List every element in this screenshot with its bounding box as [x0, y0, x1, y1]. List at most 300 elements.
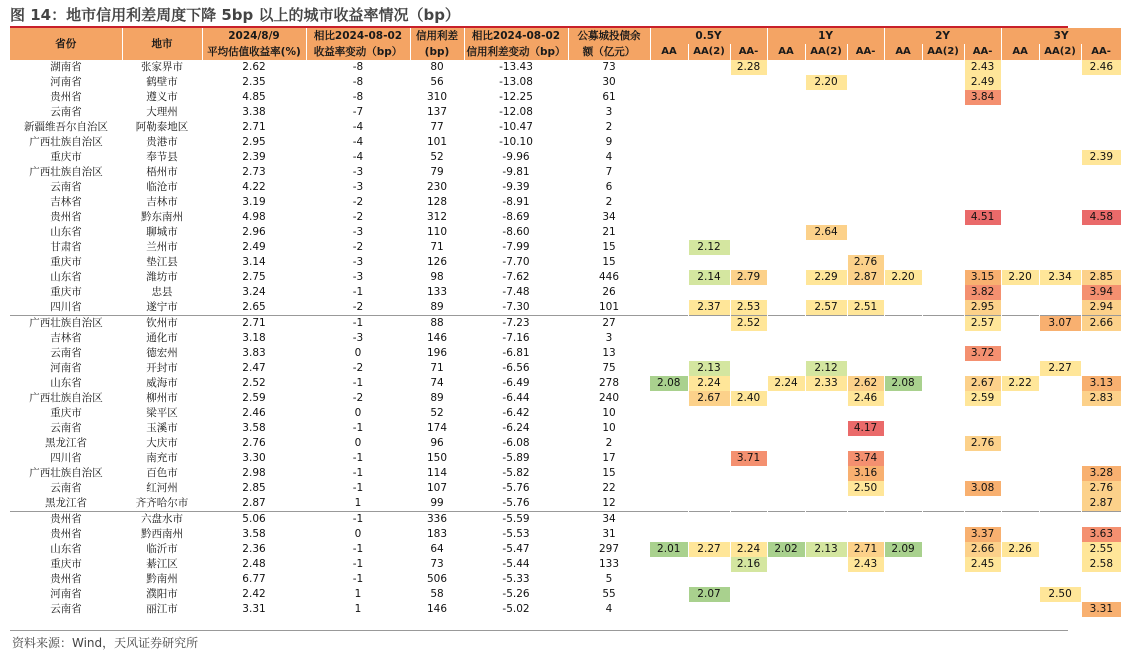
cell-yield-3y-aa-minus: 2.58 — [1081, 557, 1121, 572]
cell-yield-2y-aa-minus: 2.95 — [964, 300, 1001, 316]
cell-yield-0.5y-aa2: 2.14 — [688, 270, 730, 285]
cell-spread-change: -10.47 — [499, 121, 533, 133]
cell-yield-2y-aa2 — [922, 210, 964, 225]
cell-yield-3y-aa-minus — [1081, 587, 1121, 602]
cell-yield-0.5y-aa2: 2.12 — [688, 240, 730, 255]
cell-yield-2y-aa-minus: 3.37 — [964, 527, 1001, 542]
cell-yield-2y-aa-minus — [964, 331, 1001, 346]
cell-yield-2y-aa — [884, 285, 922, 300]
cell-yield-3y-aa2 — [1039, 542, 1081, 557]
cell-yield-2y-aa-minus — [964, 361, 1001, 376]
cell-yield-1y-aa — [767, 180, 805, 195]
cell-avg-yield: 2.39 — [242, 151, 266, 163]
cell-spread: 137 — [426, 106, 448, 118]
cell-yield-0.5y-aa — [650, 572, 688, 587]
cell-yield-1y-aa — [767, 240, 805, 255]
cell-city: 丽江市 — [146, 603, 178, 615]
cell-yield-1y-aa2 — [805, 466, 847, 481]
cell-yield-3y-aa-minus: 3.28 — [1081, 466, 1121, 481]
cell-bond-balance: 446 — [598, 271, 620, 283]
table-row — [10, 361, 1121, 376]
cell-province: 山东省 — [50, 226, 82, 238]
source-note: 资料来源：Wind，天风证券研究所 — [12, 636, 199, 650]
cell-province: 山东省 — [50, 543, 82, 555]
cell-province: 四川省 — [50, 452, 82, 464]
cell-yield-1y-aa-minus — [847, 316, 884, 332]
header-date: 2024/8/9 — [202, 28, 306, 44]
cell-spread-change: -10.10 — [499, 136, 533, 148]
cell-spread-change: -12.08 — [499, 106, 533, 118]
cell-spread-change: -13.08 — [499, 76, 533, 88]
cell-yield-2y-aa2 — [922, 120, 964, 135]
cell-yield-2y-aa — [884, 75, 922, 90]
cell-yield-1y-aa — [767, 75, 805, 90]
cell-yield-2y-aa2 — [922, 602, 964, 617]
cell-yield-1y-aa — [767, 557, 805, 572]
cell-yield-3y-aa-minus — [1081, 165, 1121, 180]
cell-yield-3y-aa-minus — [1081, 120, 1121, 135]
cell-bond-balance: 21 — [602, 226, 616, 238]
cell-yield-2y-aa — [884, 225, 922, 240]
cell-city: 忠县 — [151, 286, 173, 298]
cell-province: 重庆市 — [50, 407, 82, 419]
table-row — [10, 557, 1121, 572]
cell-yield-2y-aa — [884, 60, 922, 75]
cell-spread: 312 — [426, 211, 448, 223]
cell-yield-0.5y-aa2 — [688, 105, 730, 120]
header-bond-1: 公募城投债余 — [568, 28, 650, 44]
cell-yield-1y-aa — [767, 60, 805, 75]
cell-yield-2y-aa-minus — [964, 105, 1001, 120]
cell-yield-1y-aa-minus — [847, 602, 884, 617]
cell-yield-0.5y-aa-minus: 2.24 — [730, 542, 767, 557]
cell-yield-3y-aa-minus: 3.31 — [1081, 602, 1121, 617]
cell-city: 遵义市 — [146, 91, 178, 103]
cell-yield-2y-aa — [884, 572, 922, 587]
cell-city: 黔东南州 — [141, 211, 183, 223]
cell-spread: 101 — [426, 136, 448, 148]
cell-yield-change: -1 — [352, 558, 364, 570]
cell-yield-2y-aa-minus — [964, 255, 1001, 270]
cell-avg-yield: 4.98 — [242, 211, 266, 223]
cell-avg-yield: 2.76 — [242, 437, 266, 449]
cell-spread-change: -7.23 — [464, 316, 568, 332]
cell-yield-2y-aa2 — [922, 270, 964, 285]
cell-city: 玉溪市 — [146, 422, 178, 434]
header-rating-aa-minus: AA- — [847, 44, 884, 60]
cell-city: 兰州市 — [146, 241, 178, 253]
cell-yield-change: -1 — [352, 452, 364, 464]
cell-spread-change: -5.44 — [502, 558, 530, 570]
cell-yield-0.5y-aa2 — [688, 602, 730, 617]
cell-yield-0.5y-aa — [650, 391, 688, 406]
cell-yield-2y-aa-minus: 3.08 — [964, 481, 1001, 496]
cell-spread-change: -5.89 — [502, 452, 530, 464]
cell-yield-1y-aa-minus — [847, 75, 884, 90]
cell-bond-balance: 133 — [598, 558, 620, 570]
cell-yield-3y-aa-minus — [1081, 512, 1121, 528]
cell-yield-2y-aa2 — [922, 512, 964, 528]
cell-yield-1y-aa2 — [805, 496, 847, 512]
cell-yield-0.5y-aa-minus — [730, 587, 767, 602]
cell-province: 吉林省 — [50, 332, 82, 344]
cell-yield-change: -3 — [352, 256, 364, 268]
cell-yield-3y-aa2 — [1039, 391, 1081, 406]
cell-yield-1y-aa — [767, 165, 805, 180]
cell-yield-1y-aa-minus — [847, 587, 884, 602]
cell-city: 临沂市 — [146, 543, 178, 555]
cell-yield-2y-aa2 — [922, 331, 964, 346]
cell-yield-0.5y-aa2 — [688, 165, 730, 180]
cell-avg-yield: 3.24 — [242, 286, 266, 298]
cell-yield-2y-aa — [884, 481, 922, 496]
header-province: 省份 — [10, 28, 122, 60]
cell-spread-change: -7.48 — [502, 286, 530, 298]
cell-yield-0.5y-aa — [650, 210, 688, 225]
cell-yield-1y-aa-minus: 2.71 — [847, 542, 884, 557]
cell-yield-0.5y-aa — [650, 557, 688, 572]
cell-province: 广西壮族自治区 — [29, 467, 103, 479]
cell-city: 临沧市 — [146, 181, 178, 193]
cell-yield-1y-aa2: 2.64 — [805, 225, 847, 240]
cell-bond-balance: 34 — [568, 512, 650, 528]
cell-yield-3y-aa-minus — [1081, 436, 1121, 451]
table-row — [10, 512, 1121, 528]
cell-yield-2y-aa — [884, 331, 922, 346]
cell-avg-yield: 2.73 — [242, 166, 266, 178]
cell-yield-1y-aa2 — [805, 436, 847, 451]
cell-yield-1y-aa-minus: 2.76 — [847, 255, 884, 270]
cell-yield-3y-aa-minus: 2.94 — [1081, 300, 1121, 316]
table-row — [10, 150, 1121, 165]
cell-yield-change: -1 — [352, 482, 364, 494]
cell-yield-0.5y-aa-minus — [730, 255, 767, 270]
cell-spread: 174 — [426, 422, 448, 434]
header-avg-yield: 平均估值收益率(%) — [202, 44, 306, 60]
cell-spread: 107 — [426, 482, 448, 494]
cell-spread-change: -6.42 — [502, 407, 530, 419]
cell-yield-2y-aa — [884, 180, 922, 195]
cell-yield-1y-aa — [767, 391, 805, 406]
cell-bond-balance: 3 — [605, 332, 613, 344]
cell-spread: 52 — [430, 151, 444, 163]
table-row — [10, 451, 1121, 466]
cell-yield-0.5y-aa-minus — [730, 285, 767, 300]
cell-spread: 89 — [430, 392, 444, 404]
cell-avg-yield: 2.71 — [202, 316, 306, 332]
cell-yield-2y-aa-minus — [964, 421, 1001, 436]
cell-yield-3y-aa — [1001, 406, 1039, 421]
cell-spread-change: -5.76 — [502, 482, 530, 494]
cell-spread-change: -6.08 — [502, 437, 530, 449]
cell-yield-0.5y-aa — [650, 255, 688, 270]
cell-yield-3y-aa — [1001, 572, 1039, 587]
cell-city: 黔西南州 — [141, 528, 183, 540]
cell-yield-1y-aa-minus — [847, 361, 884, 376]
cell-yield-2y-aa2 — [922, 376, 964, 391]
cell-yield-3y-aa-minus: 2.76 — [1081, 481, 1121, 496]
cell-yield-2y-aa — [884, 300, 922, 316]
cell-yield-0.5y-aa — [650, 527, 688, 542]
cell-avg-yield: 3.30 — [242, 452, 266, 464]
cell-yield-change: -1 — [352, 422, 364, 434]
cell-yield-2y-aa-minus: 2.76 — [964, 436, 1001, 451]
cell-yield-0.5y-aa-minus — [730, 165, 767, 180]
cell-spread-change: -5.26 — [502, 588, 530, 600]
cell-yield-2y-aa-minus — [964, 451, 1001, 466]
cell-bond-balance: 75 — [602, 362, 616, 374]
cell-yield-2y-aa2 — [922, 542, 964, 557]
cell-spread: 98 — [430, 271, 444, 283]
cell-yield-1y-aa — [767, 361, 805, 376]
cell-yield-1y-aa — [767, 466, 805, 481]
cell-yield-3y-aa2 — [1039, 165, 1081, 180]
cell-city: 濮阳市 — [146, 588, 178, 600]
cell-bond-balance: 30 — [602, 76, 616, 88]
cell-spread: 96 — [430, 437, 444, 449]
cell-city: 贵港市 — [146, 136, 178, 148]
cell-yield-0.5y-aa-minus: 2.52 — [730, 316, 767, 332]
cell-yield-2y-aa-minus — [964, 512, 1001, 528]
cell-yield-2y-aa-minus: 2.49 — [964, 75, 1001, 90]
cell-yield-3y-aa2 — [1039, 602, 1081, 617]
cell-spread: 110 — [426, 226, 448, 238]
cell-bond-balance: 3 — [605, 106, 613, 118]
table-row — [10, 270, 1121, 285]
cell-yield-0.5y-aa-minus — [730, 602, 767, 617]
cell-yield-2y-aa-minus: 2.45 — [964, 557, 1001, 572]
cell-province: 贵州省 — [50, 573, 82, 585]
cell-yield-1y-aa-minus: 3.74 — [847, 451, 884, 466]
cell-yield-1y-aa — [767, 90, 805, 105]
cell-yield-3y-aa-minus: 2.55 — [1081, 542, 1121, 557]
cell-province: 吉林省 — [50, 196, 82, 208]
cell-yield-3y-aa2 — [1039, 105, 1081, 120]
cell-yield-1y-aa-minus — [847, 331, 884, 346]
cell-yield-1y-aa — [767, 105, 805, 120]
cell-yield-0.5y-aa-minus — [730, 180, 767, 195]
cell-yield-3y-aa2 — [1039, 240, 1081, 255]
cell-province: 广西壮族自治区 — [10, 316, 122, 332]
cell-yield-change: -1 — [352, 573, 364, 585]
cell-yield-1y-aa — [767, 270, 805, 285]
cell-spread-change: -6.56 — [502, 362, 530, 374]
cell-yield-2y-aa2 — [922, 60, 964, 75]
cell-bond-balance: 10 — [602, 422, 616, 434]
table-row — [10, 240, 1121, 255]
cell-yield-0.5y-aa-minus — [730, 75, 767, 90]
cell-avg-yield: 2.62 — [242, 61, 266, 73]
cell-yield-change: -2 — [352, 362, 364, 374]
cell-yield-3y-aa — [1001, 391, 1039, 406]
header-tenor-3y: 3Y — [1001, 28, 1121, 44]
cell-spread-change: -8.60 — [502, 226, 530, 238]
cell-yield-2y-aa — [884, 346, 922, 361]
cell-city: 吉林市 — [146, 196, 178, 208]
table-row — [10, 180, 1121, 195]
table-row — [10, 346, 1121, 361]
cell-yield-0.5y-aa-minus — [730, 512, 767, 528]
cell-province: 黑龙江省 — [45, 437, 87, 449]
cell-yield-2y-aa: 2.09 — [884, 542, 922, 557]
cell-yield-3y-aa — [1001, 180, 1039, 195]
cell-avg-yield: 3.18 — [242, 332, 266, 344]
cell-yield-0.5y-aa2 — [688, 255, 730, 270]
cell-yield-3y-aa-minus — [1081, 90, 1121, 105]
cell-yield-2y-aa — [884, 602, 922, 617]
cell-bond-balance: 27 — [568, 316, 650, 332]
cell-yield-0.5y-aa2 — [688, 331, 730, 346]
cell-yield-change: 0 — [354, 528, 362, 540]
cell-avg-yield: 2.52 — [242, 377, 266, 389]
cell-yield-1y-aa2 — [805, 421, 847, 436]
cell-yield-2y-aa — [884, 496, 922, 512]
cell-bond-balance: 7 — [605, 166, 613, 178]
cell-yield-1y-aa — [767, 135, 805, 150]
cell-yield-2y-aa2 — [922, 406, 964, 421]
cell-yield-1y-aa2: 2.20 — [805, 75, 847, 90]
cell-yield-0.5y-aa — [650, 602, 688, 617]
cell-spread: 58 — [430, 588, 444, 600]
table-row — [10, 210, 1121, 225]
cell-yield-3y-aa2 — [1039, 376, 1081, 391]
cell-avg-yield: 2.87 — [242, 497, 266, 509]
cell-yield-3y-aa2 — [1039, 120, 1081, 135]
cell-yield-0.5y-aa2 — [688, 60, 730, 75]
cell-yield-1y-aa-minus — [847, 195, 884, 210]
cell-spread: 128 — [426, 196, 448, 208]
cell-yield-0.5y-aa — [650, 135, 688, 150]
cell-city: 张家界市 — [141, 61, 183, 73]
cell-yield-3y-aa: 2.26 — [1001, 542, 1039, 557]
cell-yield-3y-aa — [1001, 225, 1039, 240]
figure-title: 图 14：地市信用利差周度下降 5bp 以上的城市收益率情况（bp） — [10, 6, 460, 24]
cell-yield-0.5y-aa — [650, 421, 688, 436]
cell-avg-yield: 2.65 — [242, 301, 266, 313]
cell-yield-2y-aa — [884, 421, 922, 436]
cell-yield-3y-aa-minus — [1081, 195, 1121, 210]
cell-yield-1y-aa2 — [805, 150, 847, 165]
cell-city: 红河州 — [146, 482, 178, 494]
cell-yield-1y-aa — [767, 587, 805, 602]
cell-city: 德宏州 — [146, 347, 178, 359]
cell-yield-2y-aa2 — [922, 165, 964, 180]
cell-yield-3y-aa-minus — [1081, 240, 1121, 255]
cell-yield-0.5y-aa2: 2.13 — [688, 361, 730, 376]
cell-yield-3y-aa — [1001, 165, 1039, 180]
table-row — [10, 466, 1121, 481]
cell-avg-yield: 2.96 — [242, 226, 266, 238]
cell-province: 山东省 — [50, 271, 82, 283]
cell-yield-0.5y-aa2 — [688, 120, 730, 135]
cell-spread-change: -5.47 — [502, 543, 530, 555]
cell-spread: 71 — [430, 241, 444, 253]
cell-yield-3y-aa-minus — [1081, 75, 1121, 90]
cell-yield-2y-aa2 — [922, 346, 964, 361]
cell-yield-1y-aa: 2.24 — [767, 376, 805, 391]
cell-yield-1y-aa — [767, 300, 805, 316]
cell-yield-2y-aa-minus: 2.59 — [964, 391, 1001, 406]
cell-yield-1y-aa — [767, 496, 805, 512]
cell-yield-1y-aa — [767, 255, 805, 270]
cell-yield-3y-aa2 — [1039, 195, 1081, 210]
cell-yield-3y-aa-minus — [1081, 361, 1121, 376]
cell-yield-3y-aa — [1001, 331, 1039, 346]
cell-yield-0.5y-aa-minus — [730, 466, 767, 481]
cell-yield-change: 0 — [354, 347, 362, 359]
cell-bond-balance: 55 — [602, 588, 616, 600]
cell-yield-2y-aa-minus — [964, 120, 1001, 135]
cell-yield-1y-aa-minus — [847, 165, 884, 180]
cell-bond-balance: 2 — [605, 437, 613, 449]
cell-yield-0.5y-aa2: 2.07 — [688, 587, 730, 602]
table-row — [10, 481, 1121, 496]
cell-spread: 99 — [430, 497, 444, 509]
cell-yield-1y-aa2 — [805, 512, 847, 528]
cell-spread: 336 — [410, 512, 464, 528]
cell-bond-balance: 240 — [598, 392, 620, 404]
cell-yield-3y-aa2 — [1039, 512, 1081, 528]
header-rating-aa2: AA(2) — [688, 44, 730, 60]
cell-city: 大庆市 — [146, 437, 178, 449]
cell-province: 黑龙江省 — [45, 497, 87, 509]
cell-yield-0.5y-aa-minus — [730, 105, 767, 120]
cell-yield-3y-aa2 — [1039, 210, 1081, 225]
table-row — [10, 75, 1121, 90]
cell-city: 百色市 — [146, 467, 178, 479]
cell-avg-yield: 4.85 — [242, 91, 266, 103]
cell-province: 贵州省 — [10, 512, 122, 528]
cell-spread-change: -9.81 — [502, 166, 530, 178]
cell-spread: 126 — [426, 256, 448, 268]
cell-yield-2y-aa — [884, 195, 922, 210]
cell-yield-0.5y-aa2 — [688, 557, 730, 572]
cell-city: 开封市 — [146, 362, 178, 374]
cell-province: 广西壮族自治区 — [29, 392, 103, 404]
header-tenor-1y: 1Y — [767, 28, 884, 44]
cell-bond-balance: 22 — [602, 482, 616, 494]
header-rating-aa: AA — [767, 44, 805, 60]
cell-yield-1y-aa2 — [805, 135, 847, 150]
header-rating-aa-minus: AA- — [964, 44, 1001, 60]
cell-avg-yield: 5.06 — [202, 512, 306, 528]
cell-spread: 506 — [426, 573, 448, 585]
cell-yield-1y-aa2 — [805, 285, 847, 300]
cell-yield-2y-aa — [884, 466, 922, 481]
cell-spread: 74 — [430, 377, 444, 389]
cell-spread-change: -6.44 — [502, 392, 530, 404]
cell-yield-2y-aa-minus — [964, 225, 1001, 240]
cell-yield-0.5y-aa-minus: 2.28 — [730, 60, 767, 75]
cell-yield-change: -1 — [352, 467, 364, 479]
cell-city: 遂宁市 — [146, 301, 178, 313]
header-rating-aa2: AA(2) — [1039, 44, 1081, 60]
cell-yield-1y-aa2 — [805, 165, 847, 180]
cell-province: 甘肃省 — [50, 241, 82, 253]
cell-yield-3y-aa-minus — [1081, 572, 1121, 587]
cell-yield-0.5y-aa-minus — [730, 436, 767, 451]
cell-spread: 310 — [426, 91, 448, 103]
cell-yield-0.5y-aa — [650, 587, 688, 602]
cell-yield-1y-aa — [767, 120, 805, 135]
table-row — [10, 300, 1121, 316]
cell-yield-0.5y-aa2: 2.24 — [688, 376, 730, 391]
cell-yield-0.5y-aa — [650, 496, 688, 512]
cell-yield-1y-aa2 — [805, 557, 847, 572]
table-row — [10, 421, 1121, 436]
table-row — [10, 391, 1121, 406]
cell-yield-1y-aa2 — [805, 572, 847, 587]
